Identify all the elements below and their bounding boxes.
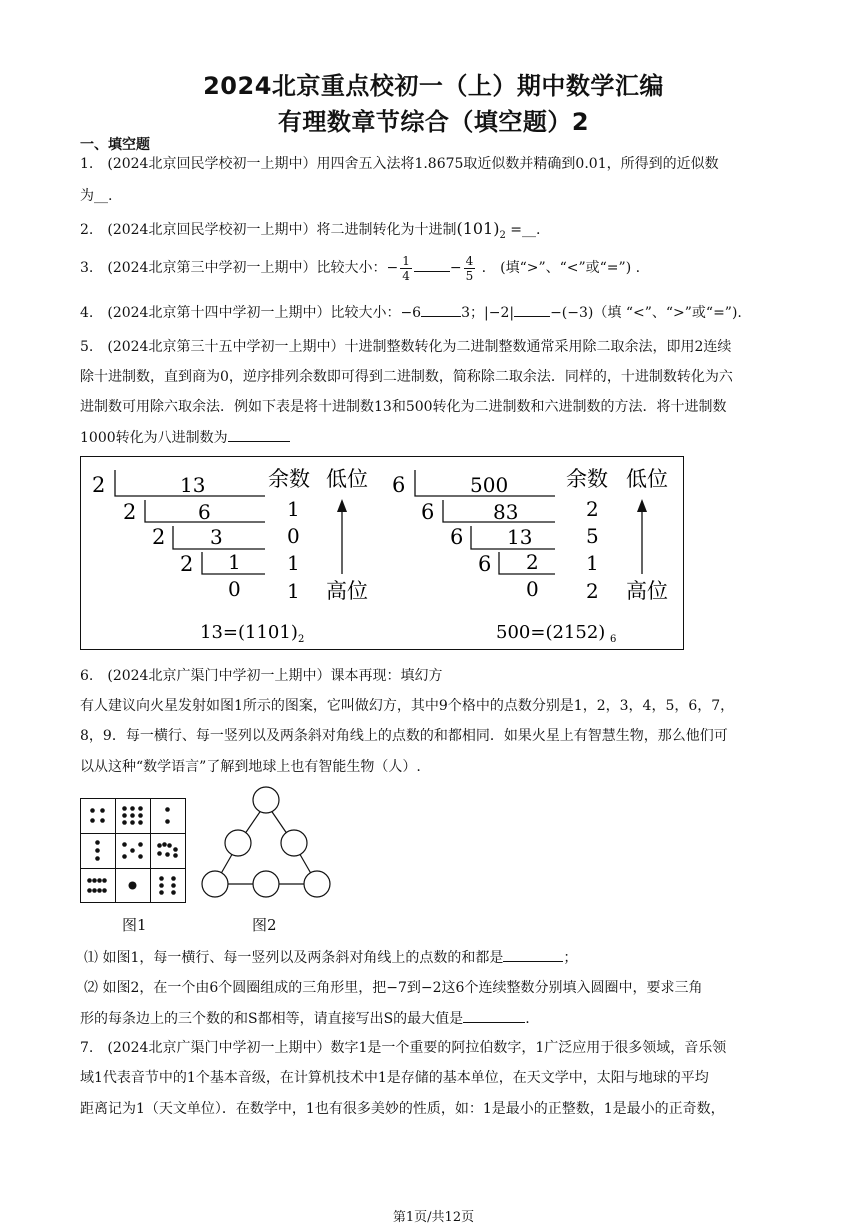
quotient-6: 6 [198,500,211,524]
remainder-left-4: 1 [287,579,300,603]
divisor-6-row4: 6 [478,552,492,576]
q5-line2: 除十进制数，直到商为0，逆序排列余数即可得到二进制数，简称除二取余法．同样的，十进制数转化为六 [80,369,733,385]
dot [162,842,167,847]
q4-answer-blank-1[interactable] [421,302,461,317]
remainder-left-1: 1 [287,497,300,521]
magic-square-figure [80,798,186,904]
q6-sub1-tail: ； [563,950,578,966]
q2-sub: 2 [499,229,506,241]
fraction-1 [400,254,412,283]
section-heading: 一、填空题 [80,137,150,153]
dot [165,819,170,824]
q4-answer-blank-2[interactable] [514,302,550,317]
page-title-line1: 2024北京重点校初一（上）期中数学汇编 [203,72,664,100]
dot [171,883,176,888]
dot [90,818,95,823]
quotient-3: 3 [210,525,223,549]
q2 [80,219,541,246]
quotient-1: 1 [228,550,241,574]
circle-left-mid[interactable] [225,830,251,856]
q7-line3: 距离记为1（天文单位）．在数学中，1也有很多美妙的性质，如：1是最小的正整数，1是最小的正奇数， [80,1101,725,1117]
divisor-2-row4: 2 [180,552,194,576]
dot [130,806,135,811]
circle-right-mid[interactable] [281,830,307,856]
q4-tail: −(−3)（填 “<”、“>”或“=”). [550,305,742,321]
dot [122,842,127,847]
q1-line1: 1. (2024北京回民学校初一上期中）用四舍五入法将1.8675取近似数并精确到0.01，所得到的近似数 [80,156,719,172]
dot [122,820,127,825]
quotient-13: 13 [507,525,533,549]
q3 [80,252,640,284]
dot [138,806,143,811]
dot [102,878,107,883]
q5-line4 [80,427,290,448]
result-left-sub: 2 [298,634,305,645]
dot [95,856,100,861]
remainder-right-3: 1 [586,551,599,575]
dot [138,842,143,847]
senary-division [392,467,668,645]
dot [138,813,143,818]
q7-line2: 域1代表音节中的1个基本音级，在计算机技术中1是存储的基本单位，在天文学中，太阳与地球的平均 [80,1070,709,1086]
dot [130,820,135,825]
result-left: 13=(1101) [200,622,298,643]
q6-sub1-answer-blank[interactable] [503,947,563,962]
page-number: 第1页/共12页 [392,1210,475,1225]
circle-bottom-left[interactable] [202,871,228,897]
q5-answer-blank[interactable] [228,427,290,442]
dot [167,843,172,848]
page-title-line2: 有理数章节综合（填空题）2 [277,108,590,136]
q3-suffix: . (填“>”、“<”或“=”) . [477,260,641,276]
q5-line1: 5. (2024北京第三十五中学初一上期中）十进制整数转化为二进制整数通常采用除二取余法，即用2连续 [80,339,732,355]
divisor-2-row3: 2 [152,525,166,549]
fraction-2-denominator: 5 [465,268,474,283]
q4 [80,302,742,323]
figure-2-caption: 图2 [252,916,277,934]
q6-sub1-text: ⑴ 如图1，每一横行、每一竖列以及两条斜对角线上的点数的和都是 [84,950,504,966]
minus-sign: − [386,260,399,276]
dot [157,843,162,848]
remainder-right-2: 5 [586,524,599,548]
q3-answer-blank[interactable] [414,257,450,272]
label-remainder-right: 余数 [566,467,608,491]
dot [92,888,97,893]
q6-line3: 8，9．每一横行、每一竖列以及两条斜对角线上的点数的和都相同．如果火星上有智慧生物，那么他们可 [80,728,728,744]
q1-line2: 为__. [80,188,113,204]
q4-mid: 3；|−2| [461,305,515,321]
dot [100,808,105,813]
dot [165,807,170,812]
divisor-6-row3: 6 [450,525,464,549]
dot [87,878,92,883]
dot [165,852,170,857]
label-low-right: 低位 [626,467,668,491]
dot [95,848,100,853]
q5-line3: 进制数可用除六取余法．例如下表是将十进制数13和500转化为二进制数和六进制数的方法．将十进制数 [80,399,727,415]
dot [173,853,178,858]
dot [171,890,176,895]
dividend-500: 500 [470,473,509,497]
result-right: 500=(2152) [496,622,606,643]
q7-line1: 7. (2024北京广渠门中学初一上期中）数字1是一个重要的阿拉伯数字，1广泛应用于很多领域，音乐领 [80,1040,727,1056]
dot [159,876,164,881]
q6-sub1 [84,947,577,968]
q6-line2: 有人建议向火星发射如图1所示的图案，它叫做幻方，其中9个格中的点数分别是1，2，3，4，5，6，7， [80,698,735,714]
figure-1-caption: 图1 [122,916,147,934]
remainder-right-4: 2 [586,579,599,603]
q6-sub2-tail: . [525,1011,530,1027]
dot [159,883,164,888]
dot [122,854,127,859]
divisor-2: 2 [92,473,106,497]
result-right-sub: 6 [610,634,617,645]
dividend-13: 13 [180,473,206,497]
q4-prefix: 4. (2024北京第十四中学初一上期中）比较大小：−6 [80,305,422,321]
q6-sub2-line1: ⑵ 如图2，在一个由6个圆圈组成的三角形里，把−7到−2这6个连续整数分别填入圆圈中，要求三角 [84,980,703,996]
q6-sub2-text: 形的每条边上的三个数的和S都相等，请直接写出S的最大值是 [80,1011,464,1027]
dot [97,888,102,893]
dot [157,851,162,856]
q6-line4: 以从这种“数学语言”了解到地球上也有智能生物（人）. [80,759,421,775]
remainder-right-1: 2 [586,497,599,521]
circle-bottom-right[interactable] [304,871,330,897]
quotient-0: 0 [228,577,241,601]
dot [130,848,135,853]
q2-text: 2. (2024北京回民学校初一上期中）将二进制转化为十进制 [80,222,457,238]
q6-sub2-line2 [80,1008,530,1029]
circle-top[interactable] [253,787,279,813]
dot [159,890,164,895]
q3-prefix: 3. (2024北京第三中学初一上期中）比较大小： [80,260,387,276]
quotient-83: 83 [493,500,519,524]
dot [97,878,102,883]
dot [138,854,143,859]
division-diagram [80,456,684,651]
label-high-right: 高位 [626,579,668,603]
dot [92,878,97,883]
dot [95,840,100,845]
fraction-1-denominator: 4 [402,268,410,283]
quotient-2: 2 [526,550,539,574]
divisor-6: 6 [392,473,406,497]
q5-line4-text: 1000转化为八进制数为 [80,430,228,446]
dot [122,806,127,811]
q6-sub2-answer-blank[interactable] [463,1008,525,1023]
minus-sign-2: − [449,260,462,276]
remainder-left-3: 1 [287,551,300,575]
dot [138,820,143,825]
dot [129,882,137,890]
label-low-left: 低位 [326,467,368,491]
fraction-2 [464,254,476,283]
fraction-1-numerator: 1 [402,253,410,268]
dot [87,888,92,893]
label-remainder-left: 余数 [268,467,310,491]
dot [171,876,176,881]
q2-expr: (101) [456,219,500,238]
quotient-0-right: 0 [526,577,539,601]
label-high-left: 高位 [326,579,368,603]
divisor-6-row2: 6 [421,500,435,524]
fraction-2-numerator: 4 [465,253,474,268]
remainder-left-2: 0 [287,524,300,548]
dot [173,847,178,852]
dot [122,813,127,818]
dot [100,818,105,823]
triangle-circles-figure [200,784,332,900]
q2-tail: =__. [505,222,541,238]
circle-bottom-mid[interactable] [253,871,279,897]
dot [102,888,107,893]
q6-line1: 6. (2024北京广渠门中学初一上期中）课本再现：填幻方 [80,668,443,684]
binary-division [92,467,368,645]
dot [130,813,135,818]
divisor-2-row2: 2 [123,500,137,524]
dot [90,808,95,813]
